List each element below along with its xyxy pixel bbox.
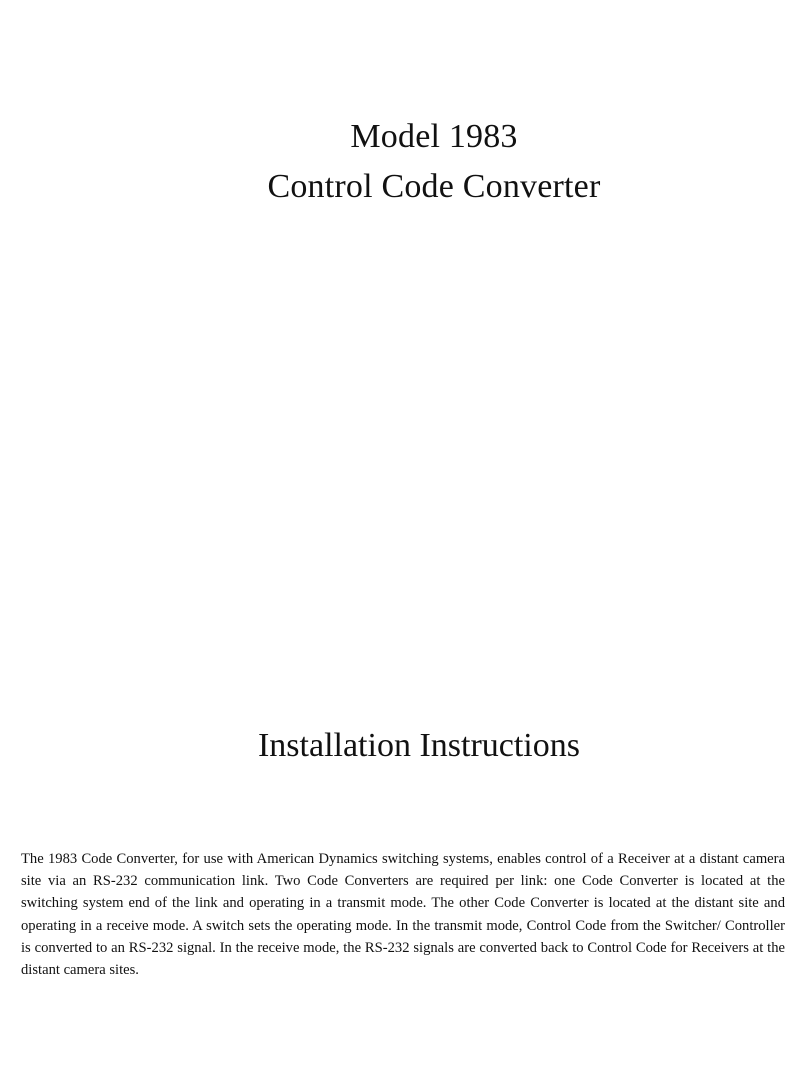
document-subtitle: Installation Instructions: [257, 727, 580, 764]
title-model-line: Model 1983: [350, 118, 518, 155]
body-paragraph: The 1983 Code Converter, for use with American Dynamics switching systems, enables control of a Receiver at a distant camera site via an RS-232 communication link. Two Code Converters are required per link: one Code Converter is located at the switching system end of the link and operating in a transmit mode. The other Code Converter is located at the distant site and operating in a receive mode. A switch sets the operating mode. In the transmit mode, Control Code from the Switcher/ Controller is converted to an RS-232 signal. In the receive mode, the RS-232 signals are converted back to Control Code for Receivers at the distant camera sites.: [21, 851, 785, 979]
title-product-line: Control Code Converter: [267, 168, 601, 205]
document-title: [0, 112, 808, 212]
